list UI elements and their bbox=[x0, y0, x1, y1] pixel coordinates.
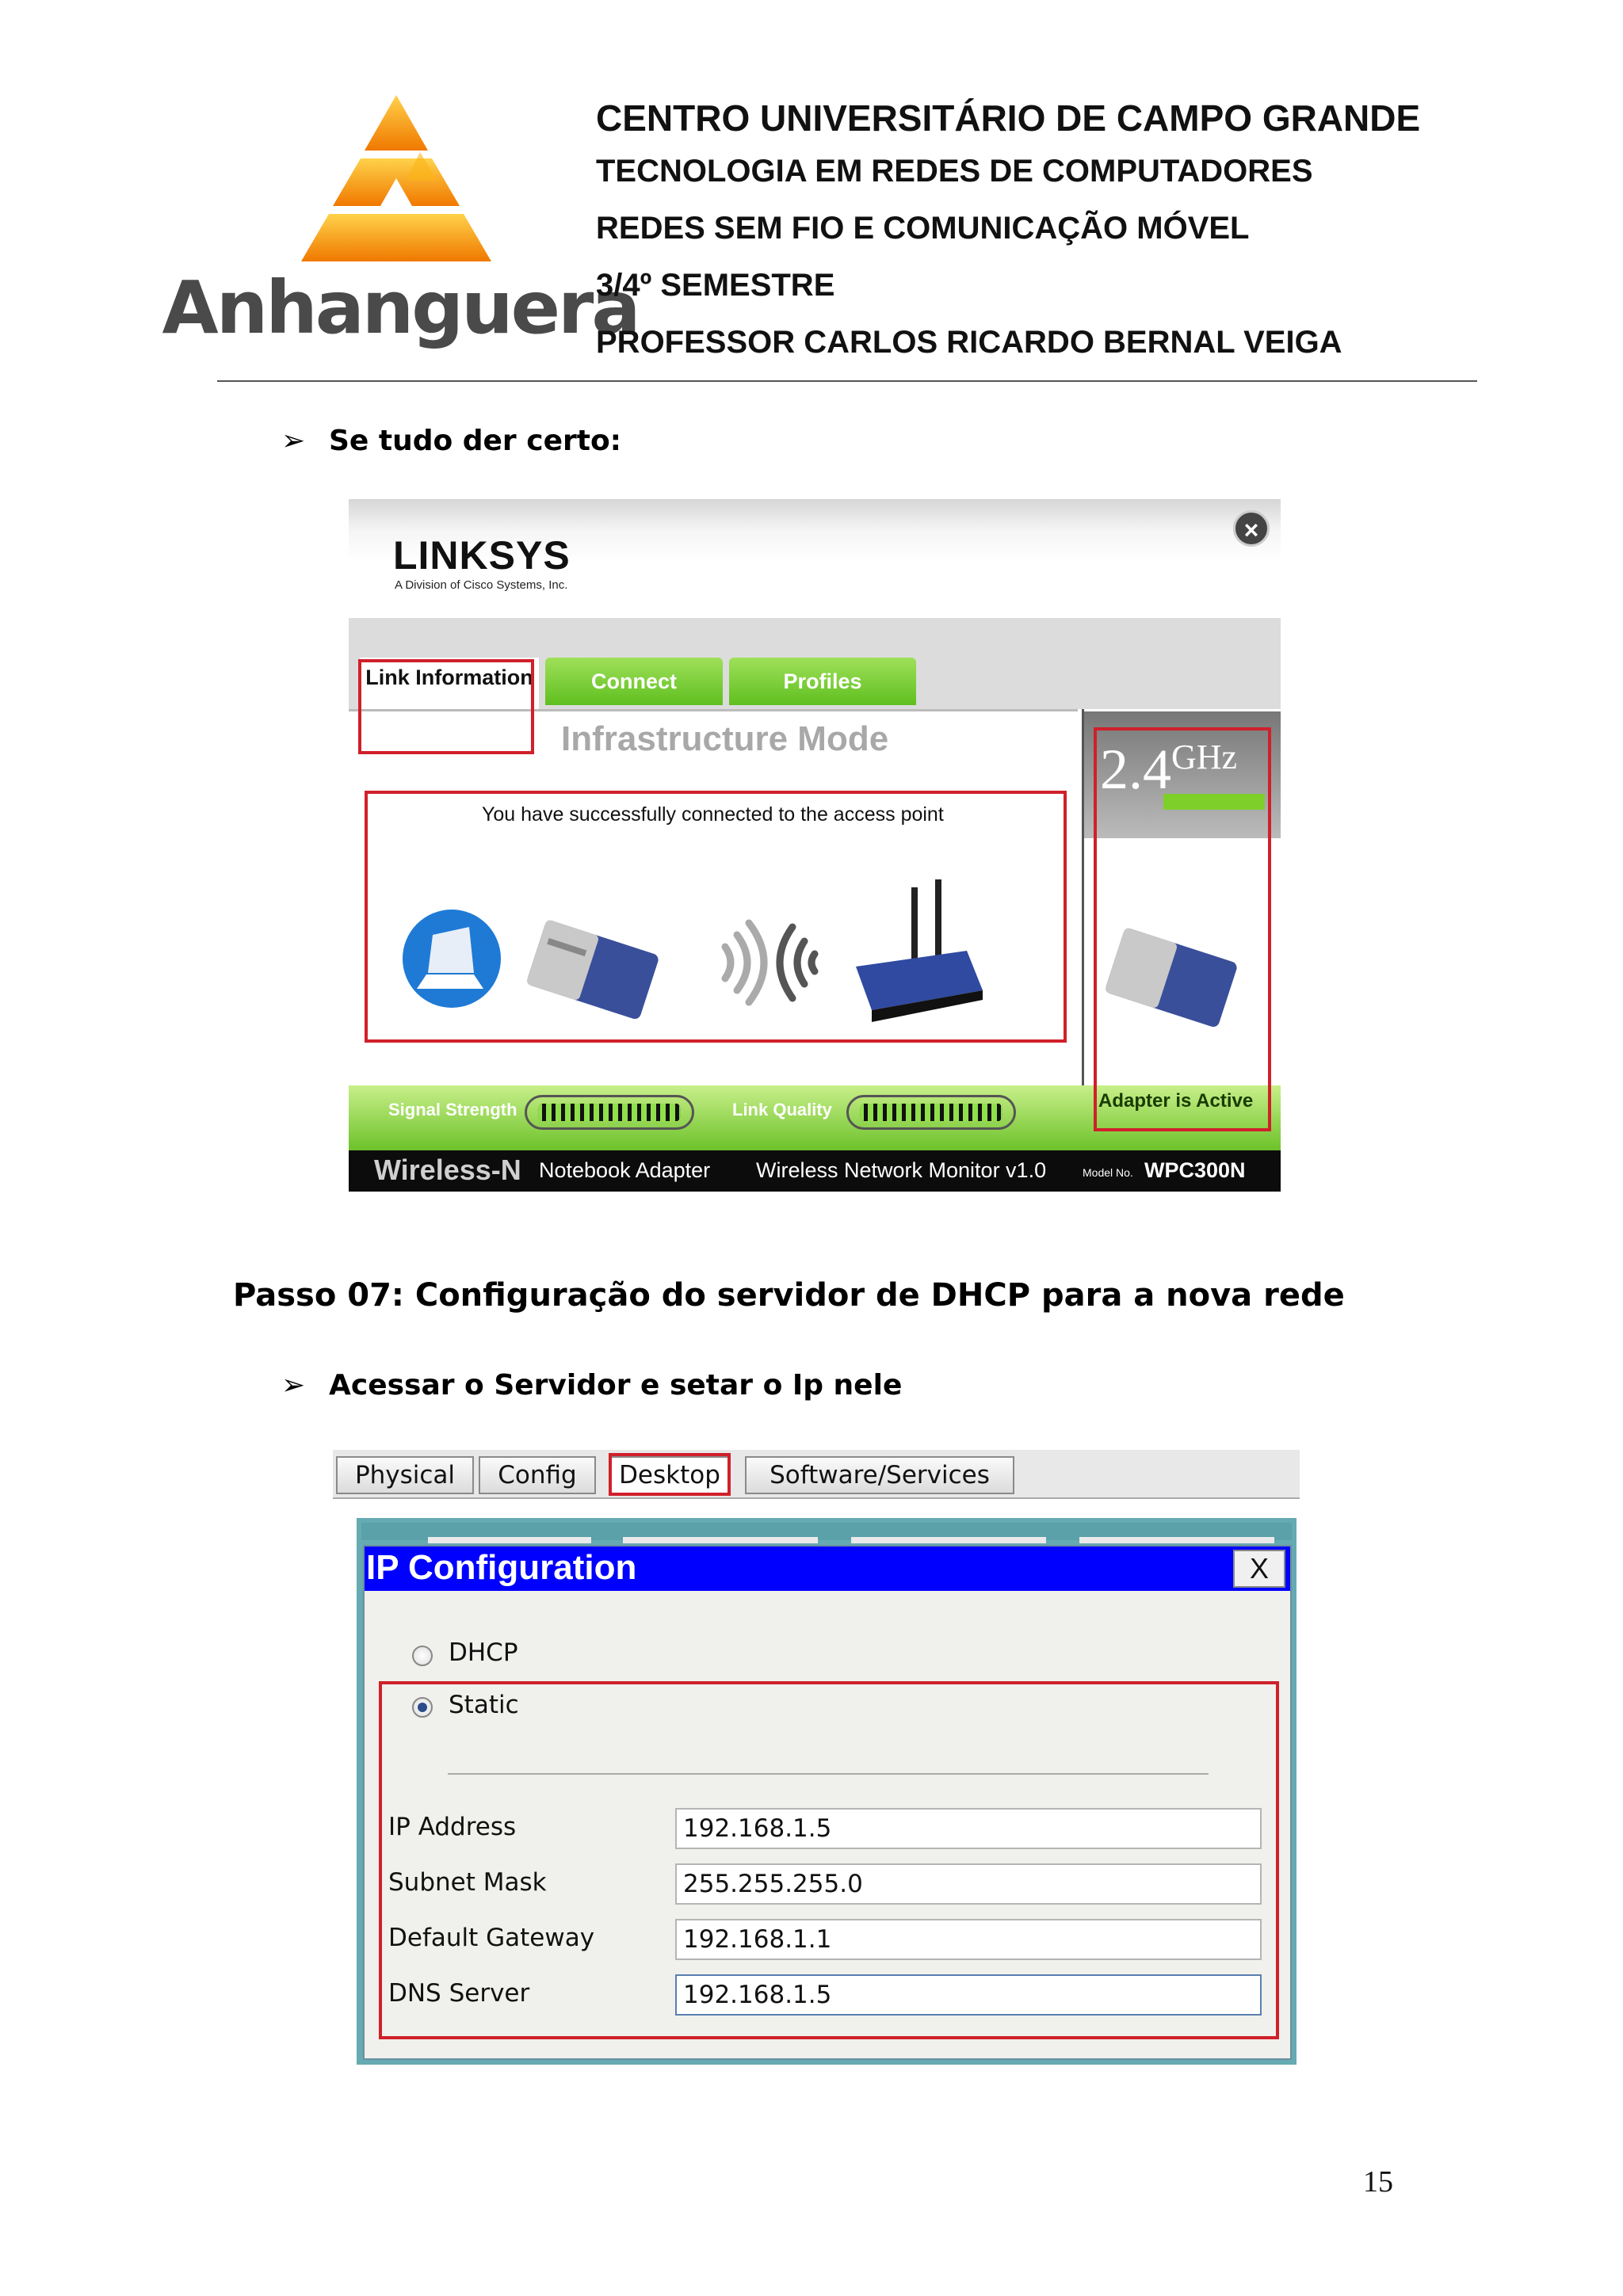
link-quality-meter bbox=[846, 1095, 1016, 1130]
header-professor: PROFESSOR CARLOS RICARDO BERNAL VEIGA bbox=[596, 325, 1342, 360]
highlight-box bbox=[379, 1681, 1279, 2039]
adapter-status: Adapter is Active bbox=[1098, 1090, 1254, 1112]
desktop-subtab bbox=[623, 1537, 818, 1543]
desktop-subtab bbox=[1079, 1537, 1274, 1543]
highlight-box bbox=[365, 791, 1067, 1043]
bullet-text: Se tudo der certo: bbox=[329, 425, 622, 457]
tab-desktop[interactable]: Desktop bbox=[610, 1456, 729, 1494]
default-gateway-input[interactable]: 192.168.1.1 bbox=[675, 1919, 1262, 1960]
mode-label: Infrastructure Mode bbox=[561, 719, 889, 758]
tab-profiles[interactable]: Profiles bbox=[729, 658, 916, 705]
bullet-item bbox=[281, 425, 621, 457]
dhcp-radio[interactable] bbox=[412, 1646, 433, 1666]
header-course: TECNOLOGIA EM REDES DE COMPUTADORES bbox=[596, 154, 1313, 189]
close-button[interactable]: X bbox=[1233, 1550, 1285, 1588]
product-name: Wireless-N bbox=[374, 1154, 521, 1186]
header-rule bbox=[217, 380, 1477, 382]
product-type: Notebook Adapter bbox=[539, 1158, 711, 1182]
highlight-box bbox=[609, 1453, 731, 1496]
band-unit: GHz bbox=[1171, 738, 1238, 776]
linksys-logo-subtitle: A Division of Cisco Systems, Inc. bbox=[395, 578, 568, 592]
bullet-arrow-icon: ➢ bbox=[281, 1369, 306, 1402]
band-number: 2.4 bbox=[1100, 738, 1171, 801]
ip-address-label: IP Address bbox=[388, 1813, 517, 1841]
header-semester: 3/4º SEMESTRE bbox=[596, 268, 835, 303]
desktop-subtab bbox=[851, 1537, 1046, 1543]
bullet-arrow-icon: ➢ bbox=[281, 425, 306, 457]
monitor-version: Wireless Network Monitor v1.0 bbox=[756, 1158, 1047, 1182]
dhcp-label: DHCP bbox=[449, 1638, 518, 1667]
signal-strength-meter bbox=[525, 1095, 694, 1130]
dns-server-input[interactable]: 192.168.1.5 bbox=[675, 1974, 1262, 2016]
static-label: Static bbox=[449, 1691, 519, 1719]
subnet-mask-label: Subnet Mask bbox=[388, 1868, 547, 1897]
model-label: Model No. bbox=[1083, 1166, 1133, 1179]
highlight-box bbox=[1094, 727, 1271, 1131]
bullet-item bbox=[281, 1369, 902, 1402]
tab-physical[interactable]: Physical bbox=[336, 1456, 474, 1494]
desktop-subtab bbox=[428, 1537, 591, 1543]
close-icon[interactable]: × bbox=[1233, 510, 1270, 547]
ip-address-input[interactable]: 192.168.1.5 bbox=[675, 1808, 1262, 1849]
linksys-monitor-screenshot bbox=[349, 499, 1281, 1192]
connection-success-message: You have successfully connected to the access point bbox=[482, 803, 944, 826]
model-number: WPC300N bbox=[1144, 1158, 1246, 1182]
tab-connect[interactable]: Connect bbox=[545, 658, 723, 705]
page-number: 15 bbox=[1363, 2165, 1393, 2199]
default-gateway-label: Default Gateway bbox=[388, 1924, 595, 1952]
tab-link-information-label: Link Information bbox=[365, 666, 533, 689]
dialog-title: IP Configuration bbox=[366, 1548, 637, 1587]
subnet-mask-input[interactable]: 255.255.255.0 bbox=[675, 1863, 1262, 1905]
header-university: CENTRO UNIVERSITÁRIO DE CAMPO GRANDE bbox=[596, 97, 1421, 139]
step-heading: Passo 07: Configuração do servidor de DHCP para a nova rede bbox=[233, 1277, 1345, 1314]
bullet-text: Acessar o Servidor e setar o Ip nele bbox=[329, 1369, 903, 1402]
link-quality-label: Link Quality bbox=[732, 1100, 832, 1119]
anhanguera-logo bbox=[162, 95, 639, 364]
header-subject: REDES SEM FIO E COMUNICAÇÃO MÓVEL bbox=[596, 211, 1250, 246]
signal-strength-label: Signal Strength bbox=[388, 1100, 517, 1119]
tab-software-services[interactable]: Software/Services bbox=[745, 1456, 1014, 1494]
logo-wordmark: Anhanguera bbox=[162, 265, 639, 350]
dns-server-label: DNS Server bbox=[388, 1979, 530, 2008]
highlight-box bbox=[358, 659, 534, 754]
linksys-logo: LINKSYS bbox=[393, 533, 571, 578]
tab-config[interactable]: Config bbox=[479, 1456, 596, 1494]
